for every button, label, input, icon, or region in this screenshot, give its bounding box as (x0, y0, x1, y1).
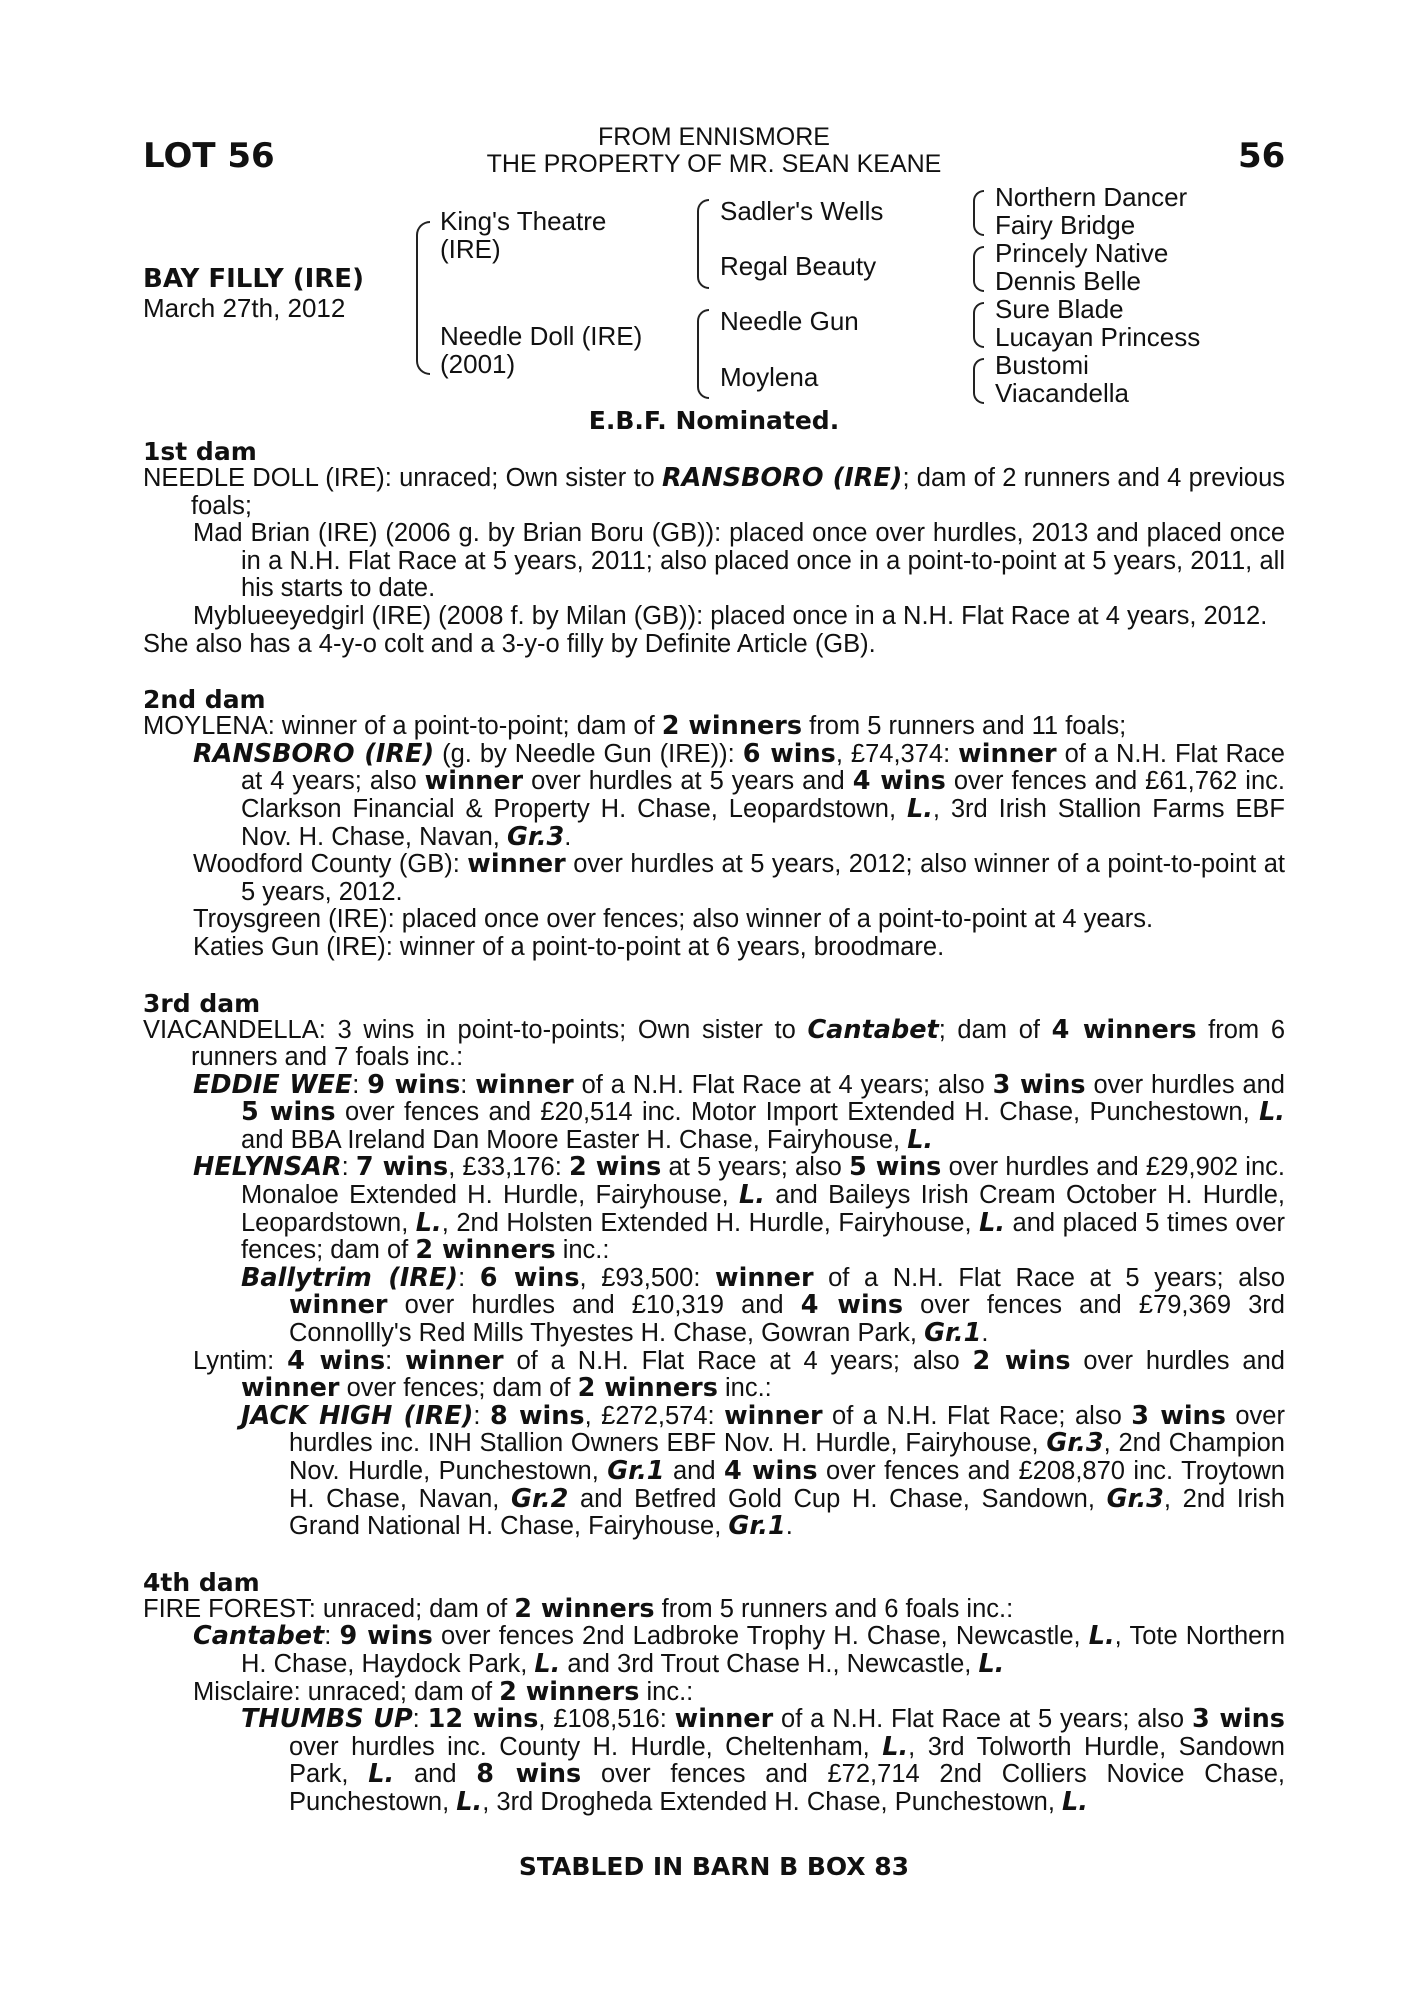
section-heading-2nd-dam: 2nd dam (143, 685, 266, 715)
gen3-3: Princely Native (995, 238, 1169, 268)
produce-entry: JACK HIGH (IRE): 8 wins, £272,574: winner of a N.H. Flat Race; also 3 wins over hurdles inc. INH Stallion Owners EBF Nov. H. Hurdle, Fairyhouse, Gr.3, 2nd Champion Nov. Hurdle, Punchestown, Gr.1 and 4 wins over fences and £208,870 inc. Troytown H. Chase, Navan, Gr.2 and Betfred Gold Cup H. Chase, Sandown, Gr.3, 2nd Irish Grand National H. Chase, Fairyhouse, Gr.1. (241, 1400, 1285, 1542)
gen2-2: Regal Beauty (720, 251, 877, 281)
pedigree-brace-dam (697, 309, 709, 399)
produce-entry: Myblueeyedgirl (IRE) (2008 f. by Milan (GB)): placed once in a N.H. Flat Race at 4 years, 2012. (193, 601, 1268, 630)
lot-number: 56 (1238, 136, 1286, 176)
dam-entry: MOYLENA: winner of a point-to-point; dam of 2 winners from 5 runners and 11 foals; (143, 711, 1127, 742)
dam-year: (2001) (440, 349, 516, 379)
section-heading-4th-dam: 4th dam (143, 1567, 260, 1597)
pedigree-brace-g3-3 (973, 302, 984, 348)
produce-entry: EDDIE WEE: 9 wins: winner of a N.H. Flat Race at 4 years; also 3 wins over hurdles and 5 wins over fences and £20,514 inc. Motor Import Extended H. Chase, Punchestown, L. and BBA Ireland Dan Moore Easter H. Chase, Fairyhouse, L. (193, 1069, 1285, 1155)
gen3-5: Sure Blade (995, 294, 1124, 324)
pedigree-brace-g3-2 (973, 246, 984, 292)
dam-name: Needle Doll (IRE) (440, 321, 643, 351)
dam-entry: NEEDLE DOLL (IRE): unraced; Own sister to RANSBORO (IRE); dam of 2 runners and 4 previous foals; (143, 463, 1286, 520)
consignor-block (0, 124, 1428, 178)
sire-origin: (IRE) (440, 234, 501, 264)
horse-title: BAY FILLY (IRE) (143, 264, 364, 294)
gen3-2: Fairy Bridge (995, 210, 1136, 240)
note-line: She also has a 4-y-o colt and a 3-y-o filly by Definite Article (GB). (143, 629, 876, 658)
lot-label: LOT 56 (143, 136, 275, 176)
consignor-line-2: THE PROPERTY OF MR. SEAN KEANE (486, 150, 942, 178)
produce-entry: Misclaire: unraced; dam of 2 winners inc.: (193, 1676, 694, 1707)
gen3-4: Dennis Belle (995, 266, 1141, 296)
foaling-date: March 27th, 2012 (143, 293, 346, 323)
gen3-6: Lucayan Princess (995, 322, 1201, 352)
produce-entry: THUMBS UP: 12 wins, £108,516: winner of a N.H. Flat Race at 5 years; also 3 wins over hurdles inc. County H. Hurdle, Cheltenham, L., 3rd Tolworth Hurdle, Sandown Park, L. and 8 wins over fences and £72,714 2nd Colliers Novice Chase, Punchestown, L., 3rd Drogheda Extended H. Chase, Punchestown, L. (241, 1704, 1285, 1817)
section-heading-3rd-dam: 3rd dam (143, 988, 261, 1018)
stabling-info: STABLED IN BARN B BOX 83 (518, 1852, 910, 1881)
gen2-4: Moylena (720, 362, 819, 392)
produce-entry: Lyntim: 4 wins: winner of a N.H. Flat Race at 4 years; also 2 wins over hurdles and winner over fences; dam of 2 winners inc.: (193, 1345, 1285, 1404)
gen2-1: Sadler's Wells (720, 196, 884, 226)
produce-entry: Katies Gun (IRE): winner of a point-to-point at 6 years, broodmare. (193, 932, 945, 961)
catalogue-body (143, 438, 1285, 1817)
pedigree-dam (440, 322, 642, 378)
pedigree-brace-g3-4 (973, 358, 984, 404)
produce-entry: Cantabet: 9 wins over fences 2nd Ladbroke Trophy H. Chase, Newcastle, L., Tote Northern H. Chase, Haydock Park, L. and 3rd Trout Chase H., Newcastle, L. (193, 1621, 1286, 1679)
produce-entry: Woodford County (GB): winner over hurdles at 5 years, 2012; also winner of a point-to-point at 5 years, 2012. (193, 849, 1285, 906)
gen3-1: Northern Dancer (995, 182, 1188, 212)
pedigree-sire (440, 207, 606, 263)
consignor-line-1: FROM ENNISMORE (598, 123, 830, 151)
pedigree-brace-main (416, 221, 430, 375)
gen2-3: Needle Gun (720, 306, 859, 336)
gen3-7: Bustomi (995, 350, 1089, 380)
produce-entry: Ballytrim (IRE): 6 wins, £93,500: winner of a N.H. Flat Race at 5 years; also winner over hurdles and £10,319 and 4 wins over fences and £79,369 3rd Connollly's Red Mills Thyestes H. Chase, Gowran Park, Gr.1. (241, 1262, 1285, 1349)
produce-entry: Troysgreen (IRE): placed once over fences; also winner of a point-to-point at 4 years. (193, 905, 1154, 934)
pedigree-brace-sire (697, 199, 709, 289)
produce-entry: RANSBORO (IRE) (g. by Needle Gun (IRE)): 6 wins, £74,374: winner of a N.H. Flat Race at 4 years; also winner over hurdles at 5 years and 4 wins over fences and £61,762 inc. Clarkson Financial & Property H. Chase, Leopardstown, L., 3rd Irish Stallion Farms EBF Nov. H. Chase, Navan, Gr.3. (193, 738, 1285, 852)
sire-name: King's Theatre (440, 206, 607, 236)
produce-entry: Mad Brian (IRE) (2006 g. by Brian Boru (GB)): placed once over hurdles, 2013 and placed once in a N.H. Flat Race at 5 years, 2011; also placed once in a point-to-point at 5 years, 2011, all his starts to date. (193, 519, 1285, 603)
produce-entry: HELYNSAR: 7 wins, £33,176: 2 wins at 5 years; also 5 wins over hurdles and £29,902 inc. Monaloe Extended H. Hurdle, Fairyhouse, L. and Baileys Irish Cream October H. Hurdle, Leopardstown, L., 2nd Holsten Extended H. Hurdle, Fairyhouse, L. and placed 5 times over fences; dam of 2 winners inc.: (193, 1152, 1285, 1266)
section-heading-1st-dam: 1st dam (143, 437, 257, 466)
dam-entry: VIACANDELLA: 3 wins in point-to-points; Own sister to Cantabet; dam of 4 winners from 6 runners and 7 foals inc.: (143, 1014, 1286, 1072)
gen3-8: Viacandella (995, 378, 1129, 408)
pedigree-brace-g3-1 (973, 190, 984, 236)
dam-entry: FIRE FOREST: unraced; dam of 2 winners from 5 runners and 6 foals inc.: (143, 1593, 1014, 1624)
ebf-nomination: E.B.F. Nominated. (588, 406, 840, 435)
